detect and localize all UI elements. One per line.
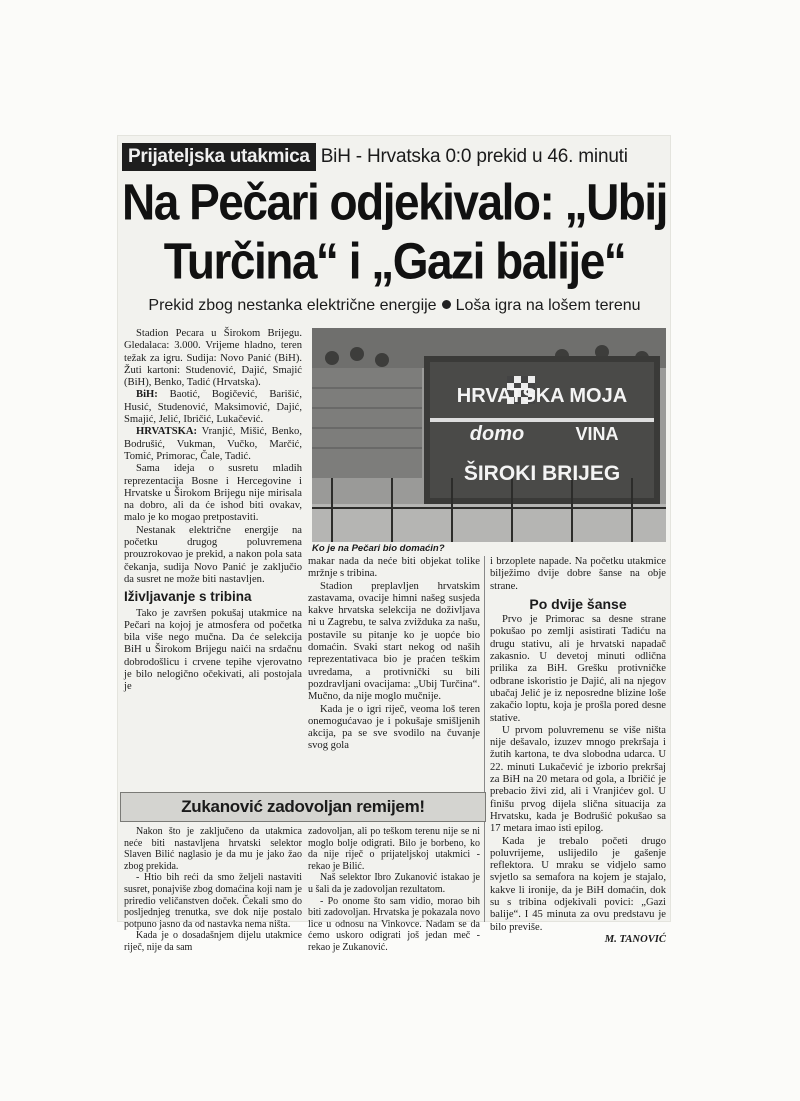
paragraph: Kada je trebalo početi drugo poluvrijeme, uslijedilo je gašenje reflektora. U mraku se vidjelo samo svjetlo sa semafora na kojem je stajalo, kakve li ironije, da je BiH domaćin, dok su s tribina odjekivali povici: „Gazi balije“. I 45 minuta za ovu predstavu je bilo previše.: [490, 835, 666, 933]
box-column-2: [308, 826, 480, 953]
section-label: Prijateljska utakmica: [122, 143, 316, 171]
banner-text-line-3: ŠIROKI BRIJEG: [463, 462, 621, 485]
box-column-1: [124, 826, 302, 953]
lineup-hrvatska: Vranjić, Mišić, Benko, Bodrušić, Vukman, Vučko, Marčić, Tomić, Primorac, Čale, Tadić.: [124, 426, 302, 462]
banner-text-line-2b: VINA: [575, 424, 619, 444]
paragraph: - Po onome što sam vidio, morao bih biti zadovoljan. Hrvatska je pokazala novo lice u odnosu na Vinkovce. Nadam se da ćemo uskoro odigrati još jedan meč - rekao je Zukanović.: [308, 895, 480, 953]
banner-text-line-2a: domo: [469, 423, 525, 445]
paragraph: Nakon što je zaključeno da utakmica neće biti nastavljena hrvatski selektor Slaven Bilić naglasio je da mu je jako žao zbog prekida.: [124, 826, 302, 872]
paragraph: makar nada da neće biti objekat tolike mržnje s tribina.: [308, 556, 480, 580]
banner-text-line-1: HRVATSKA MOJA: [456, 385, 628, 407]
paragraph: Tako je završen pokušaj utakmice na Pečari na kojoj je atmosfera od početka bila više nego mučna. Da će selekcija BiH u Širokom Brijegu naići na srdačnu dobrodošlicu i crvene tepihe vjerovatno je bilo nelogično očekivati, ali postojala je: [124, 607, 302, 693]
paragraph: Stadion preplavljen hrvatskim zastavama, ovacije himni našeg susjeda kakve hrvatska selekcija ne doživljava ni u Zagrebu, te salva zvižduka za našu, postavile su pitanje ko je uopće bio domaćin. Svaki start nekog od naših reprezentativaca bio je praćen teškim uvredama, a protivnički su bili pozdravljani ovacijama: „Ubij Turčina“. Mučno, da nije moglo mučnije.: [308, 580, 480, 703]
match-info: Stadion Pecara u Širokom Brijegu. Gledalaca: 3.000. Vrijeme hladno, teren težak za igru. Sudija: Novo Panić (BiH). Žuti kartoni: Studenović, Dajić, Smajić (BiH), Benko, Tadić (Hrvatska).: [124, 328, 302, 389]
paragraph: Nestanak električne energije na početku drugog poluvremena prouzrokovao je prekid, a nakon pola sata čekanja, sudija Novo Panić je zaključio da susret ne može biti nastavljen.: [124, 524, 302, 585]
paragraph: Sama ideja o susretu mladih reprezentacija Bosne i Hercegovine i Hrvatske u Širokom Brijegu nije mirisala na dobro, ali da će ishod biti ovakav, malo je ko mogao pretpostaviti.: [124, 463, 302, 524]
match-result: BiH - Hrvatska 0:0 prekid u 46. minuti: [320, 146, 628, 167]
paragraph: Naš selektor Ibro Zukanović istakao je u šali da je zadovoljan rezultatom.: [308, 872, 480, 895]
paragraph: zadovoljan, ali po teškom terenu nije se ni moglo bolje odigrati. Bilo je borbeno, ko da nije riječ o prijateljskoj utakmici - rekao je Bilić.: [308, 826, 480, 872]
subhead-part-2: Loša igra na lošem terenu: [455, 297, 641, 314]
section-heading: Iživljavanje s tribina: [124, 589, 252, 605]
subheadline: [122, 297, 667, 315]
box-title: Zukanović zadovoljan remijem!: [120, 792, 486, 822]
subhead-part-1: Prekid zbog nestanka električne energije: [148, 297, 437, 314]
column-3: [490, 556, 666, 945]
box-divider: [484, 556, 485, 922]
photo-caption: Ko je na Pečari bio domaćin?: [312, 543, 445, 554]
paragraph: U prvom poluvremenu se više ništa nije dešavalo, izuzev mnogo prekršaja i žutih kartona, te dva slobodna udarca. U 22. minuti Lukačević je izborio prekršaj za BiH na 20 metara od gola, a Ibričić je prebacio živi zid, ali i Vranjićev gol. U finišu prvog dijela slična situacija za Hrvatsku, kada je Bodrušić pokušao sa 17 metara imao isti epilog.: [490, 724, 666, 835]
section-heading: Po dvije šanse: [529, 595, 627, 612]
photo-fans-banner: [312, 328, 666, 542]
paragraph: - Htio bih reći da smo željeli nastaviti susret, ponajviše zbog domaćina koji nam je priredio veličanstven doček. Čekali smo do posljednjeg trenutka, sve dok nije postalo potpuno jasno da od nastavka nema ništa.: [124, 872, 302, 930]
paragraph: Kada je o igri riječ, veoma loš teren onemogućavao je i pokušaje smišljenih akcija, pa se sve svodilo na čuvanje svog gola: [308, 703, 480, 752]
team-label-hrvatska: HRVATSKA:: [136, 426, 198, 438]
headline: Na Pečari odjekivalo: „Ubij Turčina“ i „Gazi balije“: [122, 173, 667, 290]
author-signature: M. TANOVIĆ: [604, 933, 666, 945]
paragraph: Kada je o dosadašnjem dijelu utakmice riječ, nije da sam: [124, 930, 302, 953]
paragraph: Prvo je Primorac sa desne strane pokušao po zemlji asistirati Tadiću na drugu stativu, ali je hrvatski napadač zakasnio. U devetoj minuti odlična prilika za BiH. Grešku protivničke odbrane iskoristio je Dajić, ali na njegov ubačaj Jelić je iz neposredne blizine loše zakačio loptu, koja je prošla pored desne stative.: [490, 614, 666, 724]
bullet-icon: [442, 300, 451, 309]
team-label-bih: BiH:: [136, 389, 158, 401]
column-1: [124, 328, 302, 790]
column-2: [308, 556, 480, 782]
kicker-line: [122, 140, 667, 174]
lineup-bih: Baotić, Bogičević, Barišić, Husić, Studenović, Maksimović, Dajić, Smajić, Jelić, Ibričić, Lukačević.: [124, 389, 302, 426]
paragraph: i brzoplete napade. Na početku utakmice bilježimo dvije dobre šanse na obje strane.: [490, 556, 666, 592]
